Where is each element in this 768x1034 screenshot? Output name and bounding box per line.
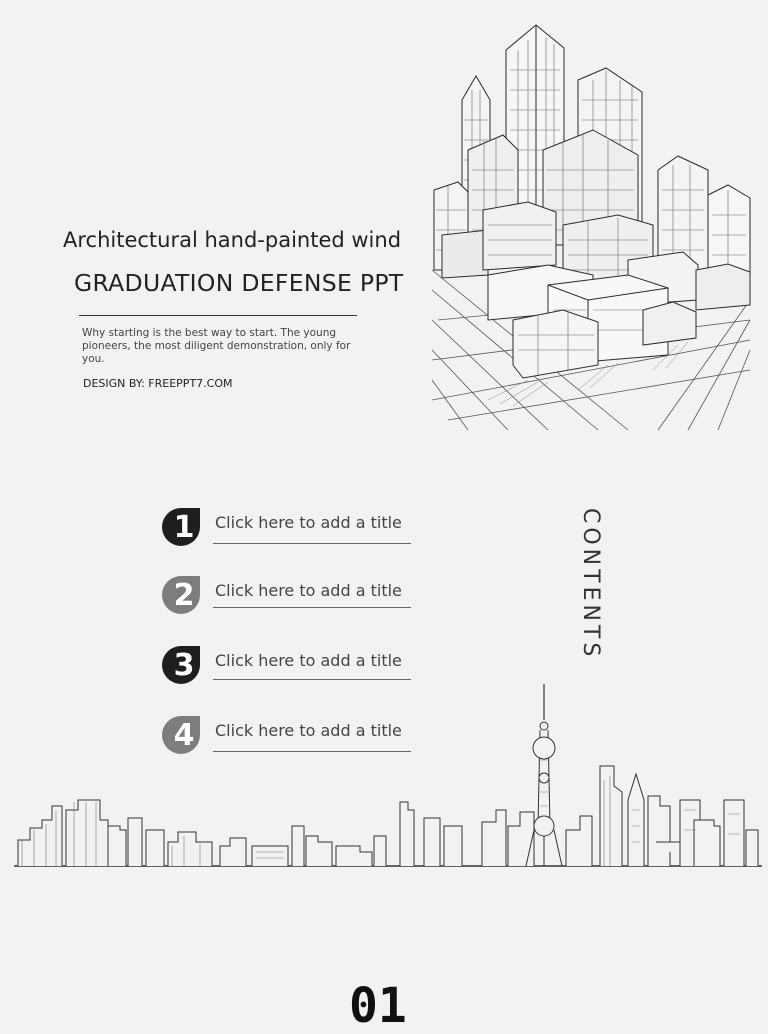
item-title[interactable]: Click here to add a title bbox=[215, 651, 402, 670]
cover-title: GRADUATION DEFENSE PPT bbox=[74, 269, 404, 297]
section-number: 01 bbox=[349, 978, 407, 1034]
contents-item[interactable] bbox=[161, 507, 421, 553]
cover-description: Why starting is the best way to start. The young pioneers, the most diligent demonstration, only for you. bbox=[82, 327, 351, 365]
contents-item[interactable] bbox=[161, 575, 421, 621]
city-skyline-illustration bbox=[0, 680, 768, 870]
item-underline bbox=[213, 607, 411, 608]
cover-subtitle: Architectural hand-painted wind bbox=[63, 228, 402, 252]
item-underline bbox=[213, 543, 411, 544]
item-title[interactable]: Click here to add a title bbox=[215, 513, 402, 532]
item-number: 1 bbox=[173, 510, 195, 545]
item-title[interactable]: Click here to add a title bbox=[215, 721, 402, 740]
item-title[interactable]: Click here to add a title bbox=[215, 581, 402, 600]
title-divider bbox=[79, 315, 357, 316]
item-number: 4 bbox=[173, 718, 195, 753]
buildings-sketch-illustration bbox=[428, 20, 754, 432]
item-number: 2 bbox=[173, 578, 195, 613]
item-number: 3 bbox=[173, 648, 195, 683]
contents-heading: CONTENTS bbox=[578, 508, 603, 661]
design-credit: DESIGN BY: FREEPPT7.COM bbox=[83, 377, 233, 390]
